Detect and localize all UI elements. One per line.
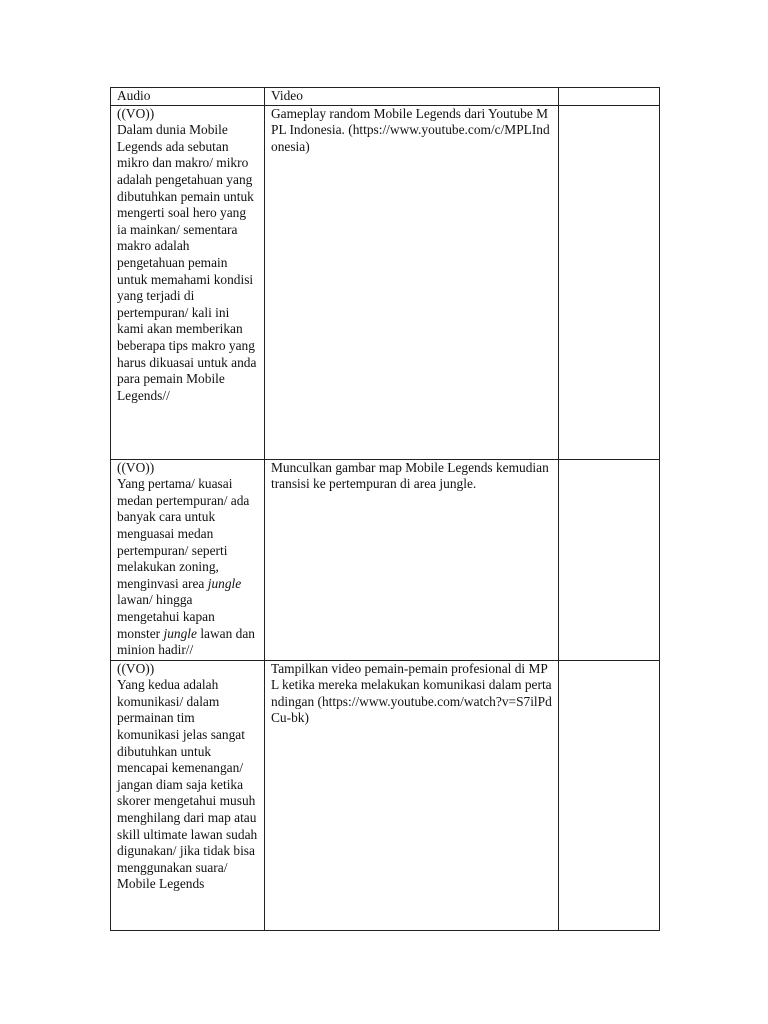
table-row — [111, 105, 660, 459]
audio-text: Yang pertama/ kuasai medan pertempuran/ ada banyak cara untuk menguasai medan pertempuran/ seperti melakukan zoning, menginvasi area — [117, 476, 250, 591]
table-row — [111, 660, 660, 930]
table-row — [111, 459, 660, 660]
audio-cell — [111, 459, 265, 660]
audio-text-italic: jungle — [207, 575, 242, 591]
audio-text-italic: jungle — [163, 625, 197, 641]
video-text: Munculkan gambar map Mobile Legends kemudian transisi ke pertempuran di area jungle. — [271, 459, 549, 492]
header-notes — [559, 88, 660, 106]
notes-cell — [559, 660, 660, 930]
video-cell — [265, 459, 559, 660]
audio-text: Yang kedua adalah komunikasi/ dalam permainan tim komunikasi jelas sangat dibutuhkan untuk mencapai kemenangan/ jangan diam saja ketika skorer mengetahui musuh menghilang dari map atau skill ultimate lawan sudah digunakan/ jika tidak bisa menggunakan suara/ Mobile Legends — [117, 677, 258, 892]
audio-cell — [111, 660, 265, 930]
notes-cell — [559, 105, 660, 459]
video-text: Tampilkan video pemain-pemain profesional di MPL ketika mereka melakukan komunikasi dalam pertandingan (https://www.youtube.com/watch?v=S7ilPdCu-bk) — [271, 660, 552, 726]
video-text: Gameplay random Mobile Legends dari Youtube MPL Indonesia. (https://www.youtube.com/c/MPLIndonesia) — [271, 105, 550, 154]
audio-text: lawan/ hingga mengetahui kapan monster — [117, 592, 215, 641]
audio-text: lawan dan minion hadir// — [117, 625, 255, 658]
video-cell — [265, 660, 559, 930]
video-cell — [265, 105, 559, 459]
audio-cell — [111, 105, 265, 459]
table-header-row — [111, 88, 660, 106]
header-video: Video — [265, 88, 559, 106]
audio-text: Dalam dunia Mobile Legends ada sebutan mikro dan makro/ mikro adalah pengetahuan yang dibutuhkan pemain untuk mengerti soal hero yang ia mainkan/ sementara makro adalah pengetahuan pemain untuk memahami kondisi yang terjadi di pertempuran/ kali ini kami akan memberikan beberapa tips makro yang harus dikuasai untuk anda para pemain Mobile Legends// — [117, 122, 257, 403]
header-audio: Audio — [111, 88, 265, 106]
vo-tag: ((VO)) — [117, 459, 155, 475]
vo-tag: ((VO)) — [117, 660, 155, 676]
notes-cell — [559, 459, 660, 660]
vo-tag: ((VO)) — [117, 105, 155, 121]
script-table — [110, 87, 660, 931]
